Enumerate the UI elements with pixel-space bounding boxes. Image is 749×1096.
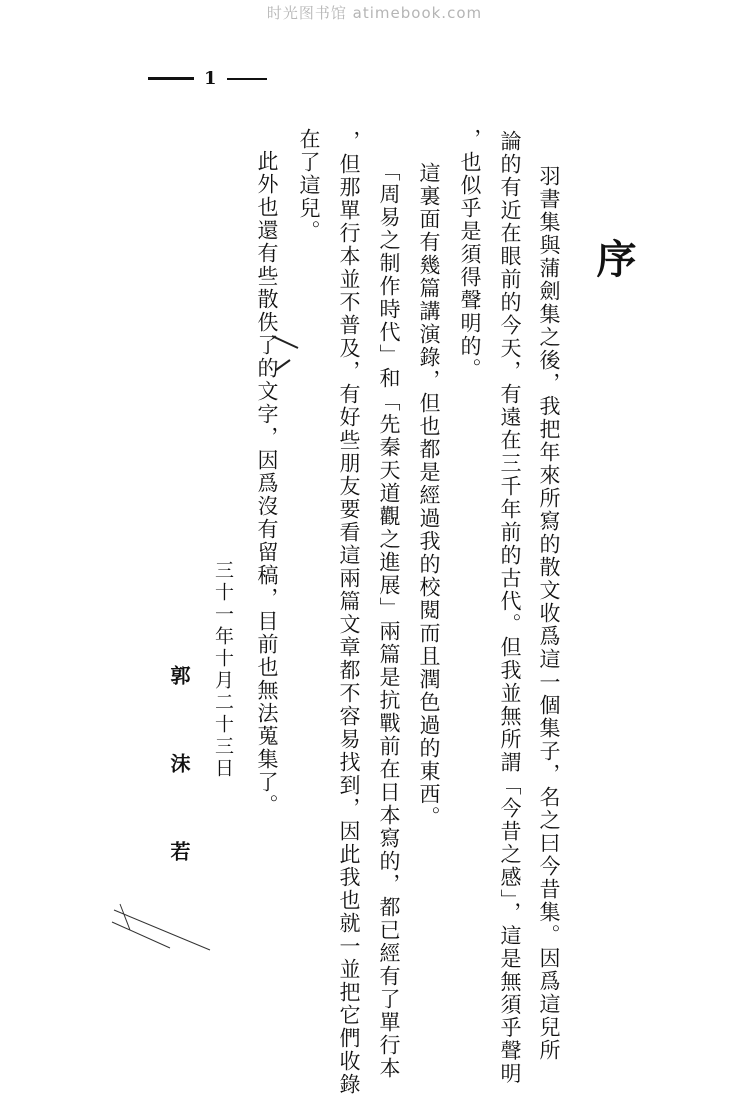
- author-signature: 郭 沫 若: [167, 665, 191, 883]
- scan-scratch-icon: [110, 900, 220, 960]
- text-column: 羽書集與蒲劍集之後，我把年來所寫的散文收爲這一個集子，名之曰今昔集。因爲這兒所: [537, 165, 561, 1062]
- text-column: 論的有近在眼前的今天，有遠在三千年前的古代。但我並無所謂「今昔之感」，這是無須乎聲明: [498, 130, 522, 1086]
- watermark-text: 时光图书馆 atimebook.com: [266, 4, 483, 22]
- date-line: 三十一年十月二十三日: [212, 560, 234, 780]
- text-column: 這裏面有幾篇講演錄，但也都是經過我的校閱而且潤色過的東西。: [417, 162, 441, 829]
- text-column: 此外也還有些散佚了的文字，因爲沒有留稿，目前也無法蒐集了。: [255, 150, 279, 817]
- text-column: ，但那單行本並不普及，有好些朋友要看這兩篇文章都不容易找到，因此我也就一並把它們收錄: [337, 130, 361, 1096]
- page-number-dash-right: [227, 78, 267, 80]
- page-number: [148, 68, 267, 89]
- text-column: ，也似乎是須得聲明的。: [458, 128, 482, 381]
- page-title: 序: [590, 238, 637, 278]
- page-number-value: 1: [204, 68, 217, 89]
- scan-mark-icon: [268, 330, 308, 380]
- page-number-dash-left: [148, 77, 194, 80]
- text-column: 在了這兒。: [297, 128, 321, 243]
- text-column: 「周易之制作時代」和「先秦天道觀之進展」兩篇是抗戰前在日本寫的，都已經有了單行本: [377, 160, 401, 1080]
